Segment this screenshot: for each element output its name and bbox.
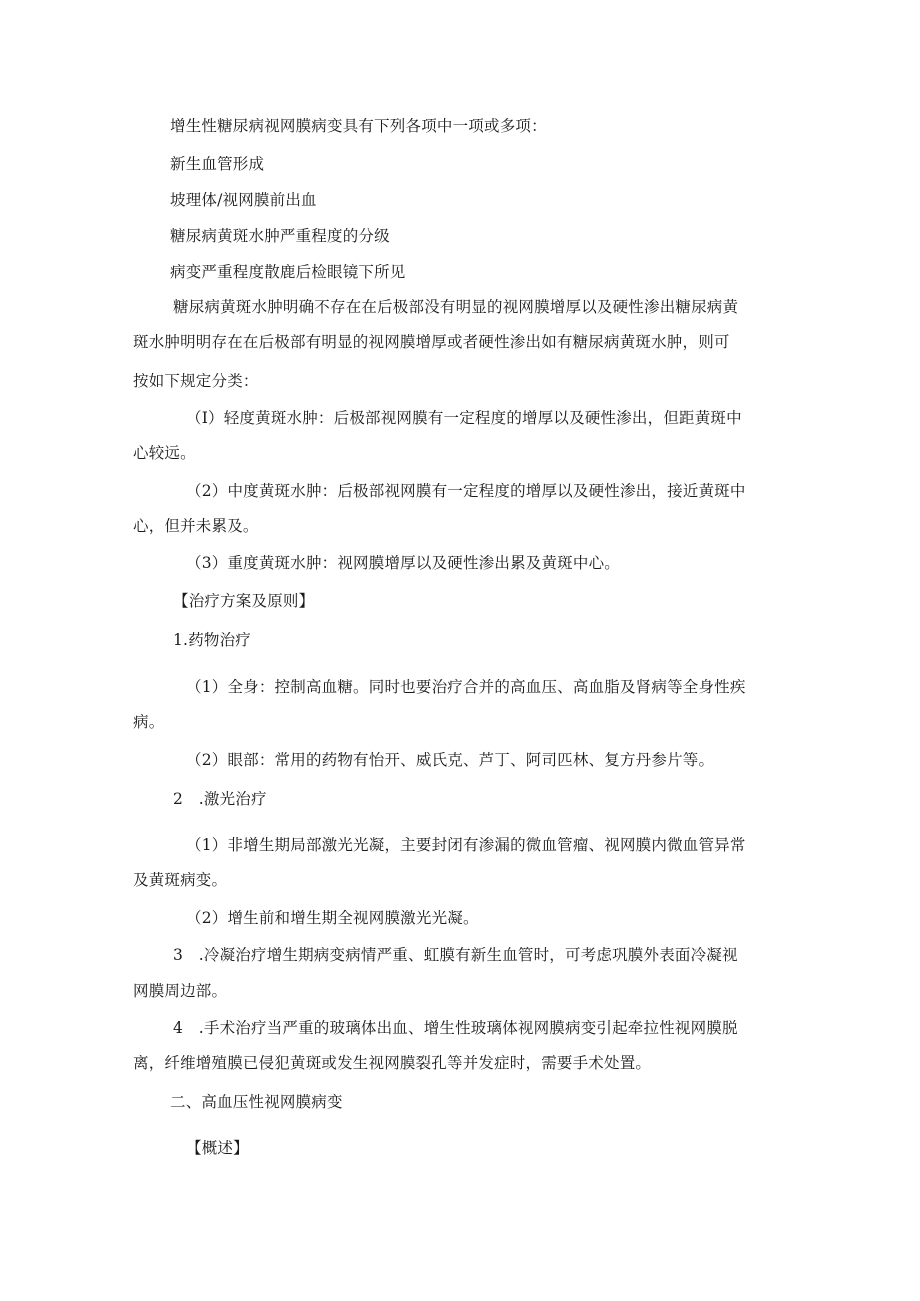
paragraph-line: （I）轻度黄斑水肿：后极部视网膜有一定程度的增厚以及硬性渗出，但距黄斑中 bbox=[186, 409, 742, 427]
chapter-heading: 二、高血压性视网膜病变 bbox=[170, 1093, 343, 1111]
paragraph-line: （2）眼部：常用的药物有怡开、威氏克、芦丁、阿司匹林、复方丹参片等。 bbox=[186, 751, 715, 769]
section-heading: 【概述】 bbox=[186, 1139, 249, 1157]
paragraph-line: 糖尿病黄斑水肿明确不存在在后极部没有明显的视网膜增厚以及硬性渗出糖尿病黄 bbox=[173, 298, 739, 316]
paragraph-line: 斑水肿明明存在在后极部有明显的视网膜增厚或者硬性渗出如有糖尿病黄斑水肿，则可 bbox=[133, 333, 730, 351]
list-item-neovascularization: 新生血管形成 bbox=[170, 155, 265, 173]
paragraph-line: 离，纤维增殖膜已侵犯黄斑或发生视网膜裂孔等并发症时，需要手术处置。 bbox=[133, 1054, 652, 1072]
paragraph-line: （2）增生前和增生期全视网膜激光光凝。 bbox=[186, 909, 479, 927]
paragraph-line: 按如下规定分类： bbox=[133, 372, 259, 390]
paragraph-line: （1）全身：控制高血糖。同时也要治疗合并的高血压、高血脂及肾病等全身性疾 bbox=[186, 678, 746, 696]
subsection-heading: 2 .激光治疗 bbox=[173, 790, 267, 808]
paragraph-line: 及黄斑病变。 bbox=[133, 871, 228, 889]
paragraph-line: 网膜周边部。 bbox=[133, 982, 228, 1000]
paragraph-line: （1）非增生期局部激光光凝，主要封闭有渗漏的微血管瘤、视网膜内微血管异常 bbox=[186, 836, 746, 854]
paragraph-line: （3）重度黄斑水肿：视网膜增厚以及硬性渗出累及黄斑中心。 bbox=[186, 554, 620, 572]
intro-line: 增生性糖尿病视网膜病变具有下列各项中一项或多项： bbox=[170, 117, 547, 135]
paragraph-line: 病。 bbox=[133, 713, 165, 731]
paragraph-line: 3 .冷凝治疗增生期病变病情严重、虹膜有新生血管时，可考虑巩膜外表面冷凝视 bbox=[173, 946, 738, 964]
list-item-hemorrhage: 坡理体/视网膜前出血 bbox=[170, 191, 317, 209]
section-heading: 【治疗方案及原则】 bbox=[173, 592, 315, 610]
paragraph-line: 4 .手术治疗当严重的玻璃体出血、增生性玻璃体视网膜病变引起牵拉性视网膜脱 bbox=[173, 1019, 738, 1037]
paragraph-line: 心较远。 bbox=[133, 444, 196, 462]
paragraph-line: 心，但并未累及。 bbox=[133, 517, 259, 535]
list-item-severity: 病变严重程度散鹿后检眼镜下所见 bbox=[170, 263, 406, 281]
paragraph-line: （2）中度黄斑水肿：后极部视网膜有一定程度的增厚以及硬性渗出，接近黄斑中 bbox=[186, 482, 746, 500]
list-item-edema-grading: 糖尿病黄斑水肿严重程度的分级 bbox=[170, 227, 390, 245]
subsection-heading: 1.药物治疗 bbox=[173, 631, 251, 649]
